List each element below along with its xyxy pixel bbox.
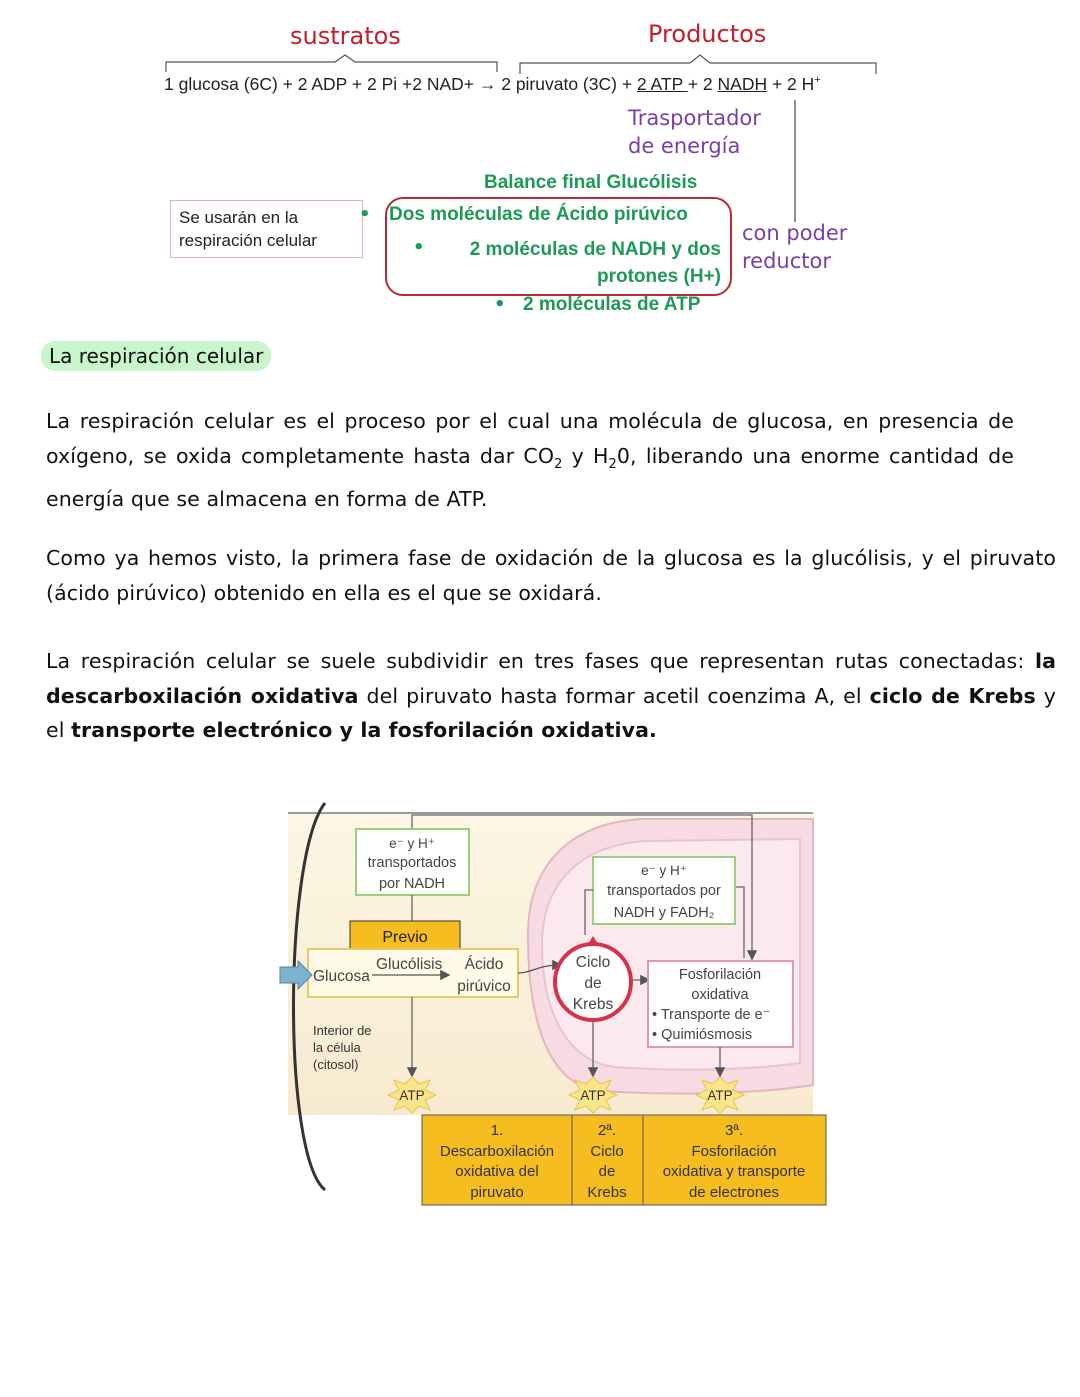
phase-3-line3: oxidativa y transporte: [662, 1163, 806, 1180]
productos-label: Productos: [648, 20, 767, 48]
use-note-line2: respiración celular: [179, 231, 317, 250]
interior-line1: Interior de: [313, 1023, 372, 1038]
interior-line3: (citosol): [313, 1057, 359, 1072]
p1-part-b: y H: [562, 443, 609, 468]
transporter-note: [628, 104, 761, 160]
previo-label: Previo: [382, 929, 428, 946]
krebs-line3: Krebs: [572, 996, 614, 1013]
atp-label-2: ATP: [580, 1088, 606, 1103]
p3-bold-1: la descarboxilación oxidativa: [46, 649, 1056, 708]
equation-sup: +: [814, 74, 821, 87]
use-note-line1: Se usarán en la: [179, 208, 299, 227]
phase-2-line3: de: [598, 1163, 616, 1180]
equation-nadh: NADH: [717, 74, 768, 94]
transporter-line2: de energía: [628, 134, 741, 158]
phase-1-line2: Descarboxilación: [439, 1143, 555, 1160]
p3-part-a: La respiración celular se suele subdividir en tres fases que representan rutas conectadas:: [46, 649, 1035, 673]
phos-line3: • Transporte de e⁻: [652, 1007, 771, 1023]
nadh-box-line2: transportados: [367, 855, 457, 871]
phos-line4: • Quimiósmosis: [652, 1027, 753, 1043]
respiration-diagram: [270, 795, 830, 1215]
equation-substrates: 1 glucosa (6C) + 2 ADP + 2 Pi +2 NAD+: [164, 74, 474, 94]
krebs-line2: de: [584, 975, 602, 992]
balance-item-1: Dos moléculas de Ácido pirúvico: [389, 204, 688, 225]
phase-3-line2: Fosforilación: [691, 1143, 777, 1160]
paragraph-1: [46, 404, 1014, 517]
reducer-line1: con poder: [742, 221, 848, 245]
sustratos-label: sustratos: [290, 22, 401, 50]
balance-item-2-line2: protones (H+): [596, 266, 721, 287]
reducer-line2: reductor: [742, 249, 831, 273]
interior-line2: la célula: [313, 1040, 361, 1055]
phase-1-line4: piruvato: [470, 1184, 524, 1201]
bullet-2: •: [413, 237, 425, 258]
atp-burst-1: [388, 1077, 436, 1113]
nadh-fadh-line1: e⁻ y H⁺: [641, 863, 687, 878]
bullet-3: •: [494, 294, 506, 315]
balance-title: Balance final Glucólisis: [484, 172, 698, 193]
krebs-line1: Ciclo: [575, 954, 611, 971]
transporter-line1: Trasportador: [628, 106, 761, 130]
p3-part-c: del piruvato hasta formar acetil coenzima A, el: [358, 683, 870, 708]
balance-item-2: [430, 236, 721, 290]
paragraph-2: Como ya hemos visto, la primera fase de oxidación de la glucosa es la glucólisis, y el piruvato (ácido pirúvico) obtenido en ella es el que se oxidará.: [46, 546, 1056, 605]
balance-item-2-line1: 2 moléculas de NADH y dos: [469, 239, 721, 260]
phase-1-line1: 1.: [490, 1122, 504, 1139]
p3-bold-3: transporte electrónico y la fosforilación oxidativa.: [71, 718, 657, 742]
equation-atp: 2 ATP: [636, 74, 688, 94]
atp-burst-3: [696, 1077, 744, 1113]
nadh-box-line1: e⁻ y H⁺: [389, 836, 435, 851]
use-note: [170, 200, 363, 258]
phos-line1: Fosforilación: [678, 967, 762, 983]
equation-arrow: →: [473, 74, 502, 94]
balance-item-3: 2 moléculas de ATP: [523, 294, 701, 315]
phase-2-line1: 2ª.: [597, 1122, 617, 1139]
p3-part-d: y el: [46, 683, 1056, 742]
equation-products-b: + 2: [687, 74, 718, 94]
phase-2-line2: Ciclo: [590, 1143, 624, 1160]
p1-sub-2: 2: [608, 456, 617, 472]
equation-products-a: 2 piruvato (3C) +: [501, 74, 637, 94]
phase-1-line3: oxidativa del: [455, 1163, 539, 1180]
nadh-fadh-line2: transportados por: [607, 883, 721, 899]
equation-products-c: + 2 H: [767, 74, 815, 94]
phos-line2: oxidativa: [691, 987, 749, 1003]
paragraph-3: [46, 644, 1056, 748]
nadh-fadh-line3: NADH y FADH₂: [613, 905, 715, 921]
atp-label-1: ATP: [399, 1088, 425, 1103]
acido-label: Ácido: [464, 956, 504, 973]
glucosa-label: Glucosa: [313, 968, 370, 985]
atp-label-3: ATP: [707, 1088, 733, 1103]
p3-bold-2: ciclo de Krebs: [869, 683, 1036, 708]
nadh-box-line3: por NADH: [378, 876, 446, 892]
phase-2-line4: Krebs: [587, 1184, 627, 1201]
section-title: La respiración celular: [41, 341, 271, 371]
bullet-1: •: [359, 204, 371, 225]
glucolisis-label: Glucólisis: [376, 956, 443, 973]
p1-part-a: La respiración celular es el proceso por el cual una molécula de glucosa, en presencia de oxígeno, se oxida completamente hasta dar CO: [46, 409, 1014, 468]
piruvico-label: pirúvico: [457, 978, 511, 995]
phase-3-line1: 3ª.: [724, 1122, 744, 1139]
p1-sub-1: 2: [554, 456, 563, 472]
reducer-note: [742, 219, 847, 275]
atp-burst-2: [569, 1077, 617, 1113]
p1-part-c: 0, liberando una enorme cantidad de energía que se almacena en forma de ATP.: [46, 443, 1014, 512]
phase-3-line4: de electrones: [688, 1184, 780, 1201]
